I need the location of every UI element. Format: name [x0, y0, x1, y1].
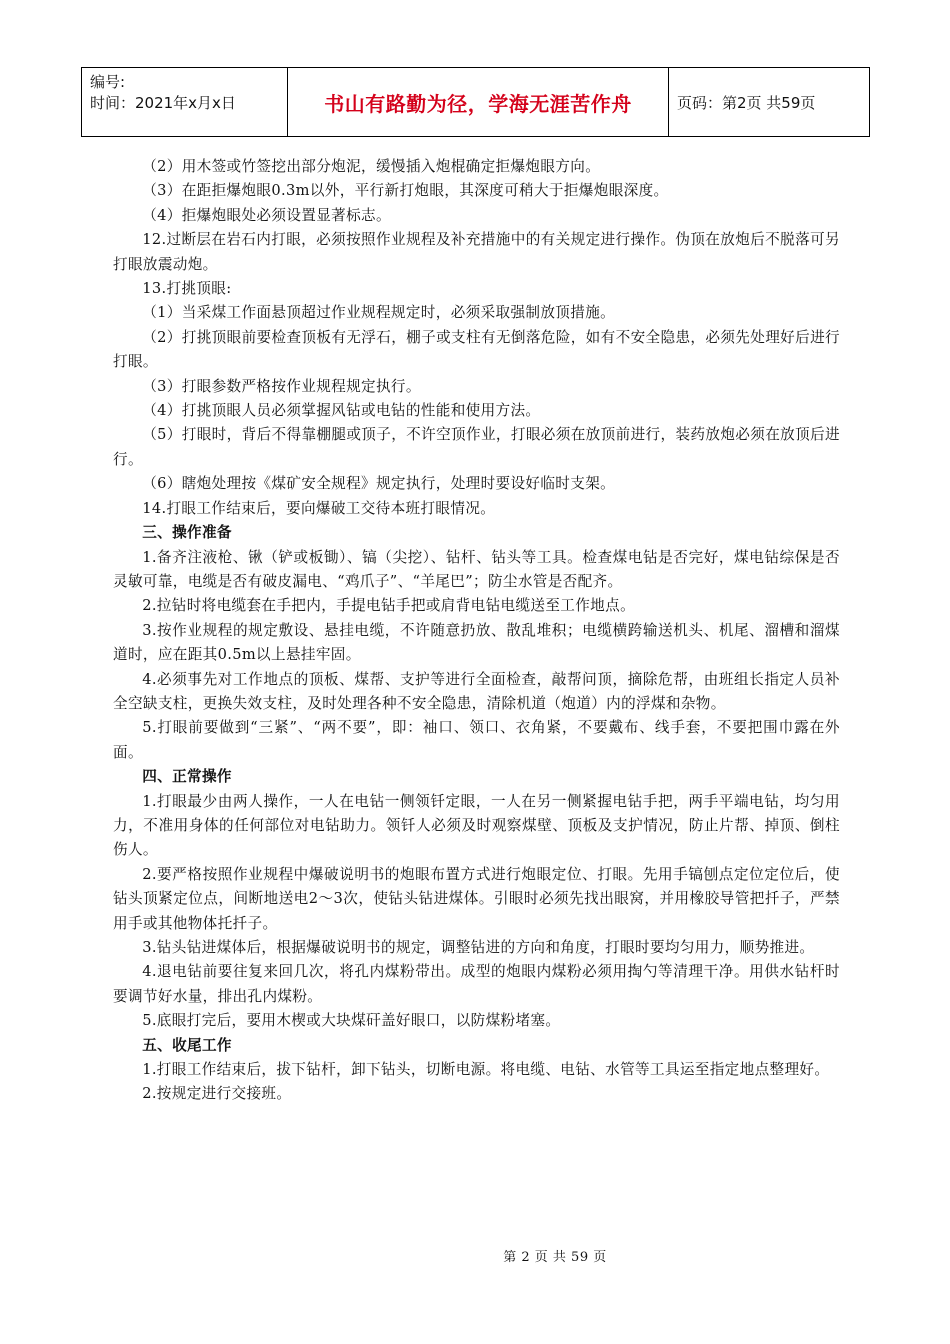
body-paragraph: 5.打眼前要做到“三紧”、“两不要”，即：袖口、领口、衣角紧，不要戴布、线手套，不要把围巾露在外面。	[113, 719, 840, 761]
body-paragraph: 12.过断层在岩石内打眼，必须按照作业规程及补充措施中的有关规定进行操作。伪顶在放炮后不脱落可另打眼放震动炮。	[113, 231, 840, 273]
section-heading: 三、操作准备	[142, 524, 232, 542]
body-paragraph: 4.必须事先对工作地点的顶板、煤帮、支护等进行全面检查，敲帮问顶，摘除危帮，由班组长指定人员补全空缺支柱，更换失效支柱，及时处理各种不安全隐患，清除机道（炮道）内的浮煤和杂物。	[113, 670, 840, 712]
page-header	[81, 67, 870, 137]
section-heading: 五、收尾工作	[142, 1036, 232, 1054]
body-paragraph: 2.要严格按照作业规程中爆破说明书的炮眼布置方式进行炮眼定位、打眼。先用手镐刨点定位定位后，使钻头顶紧定位点，间断地送电2～3次，使钻头钻进煤体。引眼时必须先找出眼窝，并用橡胶导管把扦子，严禁用手或其他物体托扦子。	[113, 865, 840, 932]
body-paragraph: （4）打挑顶眼人员必须掌握风钻或电钻的性能和使用方法。	[142, 402, 541, 420]
body-paragraph: （2）打挑顶眼前要检查顶板有无浮石，棚子或支柱有无倒落危险，如有不安全隐患，必须先处理好后进行打眼。	[113, 328, 840, 371]
header-motto: 书山有路勤为径，学海无涯苦作舟	[288, 68, 669, 137]
body-paragraph: （1）当采煤工作面悬顶超过作业规程规定时，必须采取强制放顶措施。	[142, 304, 616, 322]
body-paragraph: （6）瞎炮处理按《煤矿安全规程》规定执行，处理时要设好临时支架。	[142, 475, 616, 493]
body-paragraph: 4.退电钻前要往复来回几次，将孔内煤粉带出。成型的炮眼内煤粉必须用掏勺等清理干净。用供水钻杆时要调节好水量，排出孔内煤粉。	[113, 963, 840, 1005]
body-paragraph: 2.拉钻时将电缆套在手把内，手提电钻手把或肩背电钻电缆送至工作地点。	[142, 597, 636, 615]
body-paragraph: 3.钻头钻进煤体后，根据爆破说明书的规定，调整钻进的方向和角度，打眼时要均匀用力，顺势推进。	[142, 939, 815, 956]
body-paragraph: （2）用木签或竹签挖出部分炮泥，缓慢插入炮棍确定拒爆炮眼方向。	[142, 158, 601, 175]
document-date-label: 时间：2021年x月x日	[90, 94, 236, 112]
header-page-number: 页码：第2页 共59页	[669, 68, 870, 137]
body-paragraph: 2.按规定进行交接班。	[142, 1085, 292, 1103]
body-paragraph: 5.底眼打完后，要用木楔或大块煤矸盖好眼口，以防煤粉堵塞。	[142, 1012, 561, 1030]
body-paragraph: （3）在距拒爆炮眼0.3m以外，平行新打炮眼，其深度可稍大于拒爆炮眼深度。	[142, 182, 669, 200]
document-number-label: 编号:	[90, 73, 126, 91]
page-footer	[0, 1246, 950, 1265]
body-paragraph: （5）打眼时，背后不得靠棚腿或顶子，不许空顶作业，打眼必须在放顶前进行，装药放炮必须在放顶后进行。	[113, 426, 840, 468]
body-paragraph: 3.按作业规程的规定敷设、悬挂电缆，不许随意扔放、散乱堆积；电缆横跨输送机头、机尾、溜槽和溜煤道时，应在距其0.5m以上悬挂牢固。	[113, 621, 840, 664]
body-paragraph: （4）拒爆炮眼处必须设置显著标志。	[142, 206, 391, 224]
document-body	[113, 155, 840, 1107]
body-paragraph: 13.打挑顶眼:	[142, 280, 232, 298]
section-heading: 四、正常操作	[142, 768, 232, 786]
body-paragraph: 1.备齐注液枪、锹（铲或板锄）、镐（尖挖）、钻杆、钻头等工具。检查煤电钻是否完好，煤电钻综保是否灵敏可靠，电缆是否有破皮漏电、“鸡爪子”、“羊尾巴”；防尘水管是否配齐。	[113, 548, 840, 590]
body-paragraph: （3）打眼参数严格按作业规程规定执行。	[142, 377, 421, 395]
body-paragraph: 1.打眼最少由两人操作，一人在电钻一侧领钎定眼，一人在另一侧紧握电钻手把，两手平端电钻，均匀用力，不准用身体的任何部位对电钻助力。领钎人必须及时观察煤壁、顶板及支护情况，防止片帮、掉顶、倒柱伤人。	[113, 792, 840, 859]
header-meta	[82, 68, 288, 137]
body-paragraph: 14.打眼工作结束后，要向爆破工交待本班打眼情况。	[142, 499, 496, 517]
footer-page-number: 第 2 页 共 59 页	[503, 1250, 607, 1265]
body-paragraph: 1.打眼工作结束后，拔下钻杆，卸下钻头，切断电源。将电缆、电钻、水管等工具运至指定地点整理好。	[142, 1061, 830, 1079]
